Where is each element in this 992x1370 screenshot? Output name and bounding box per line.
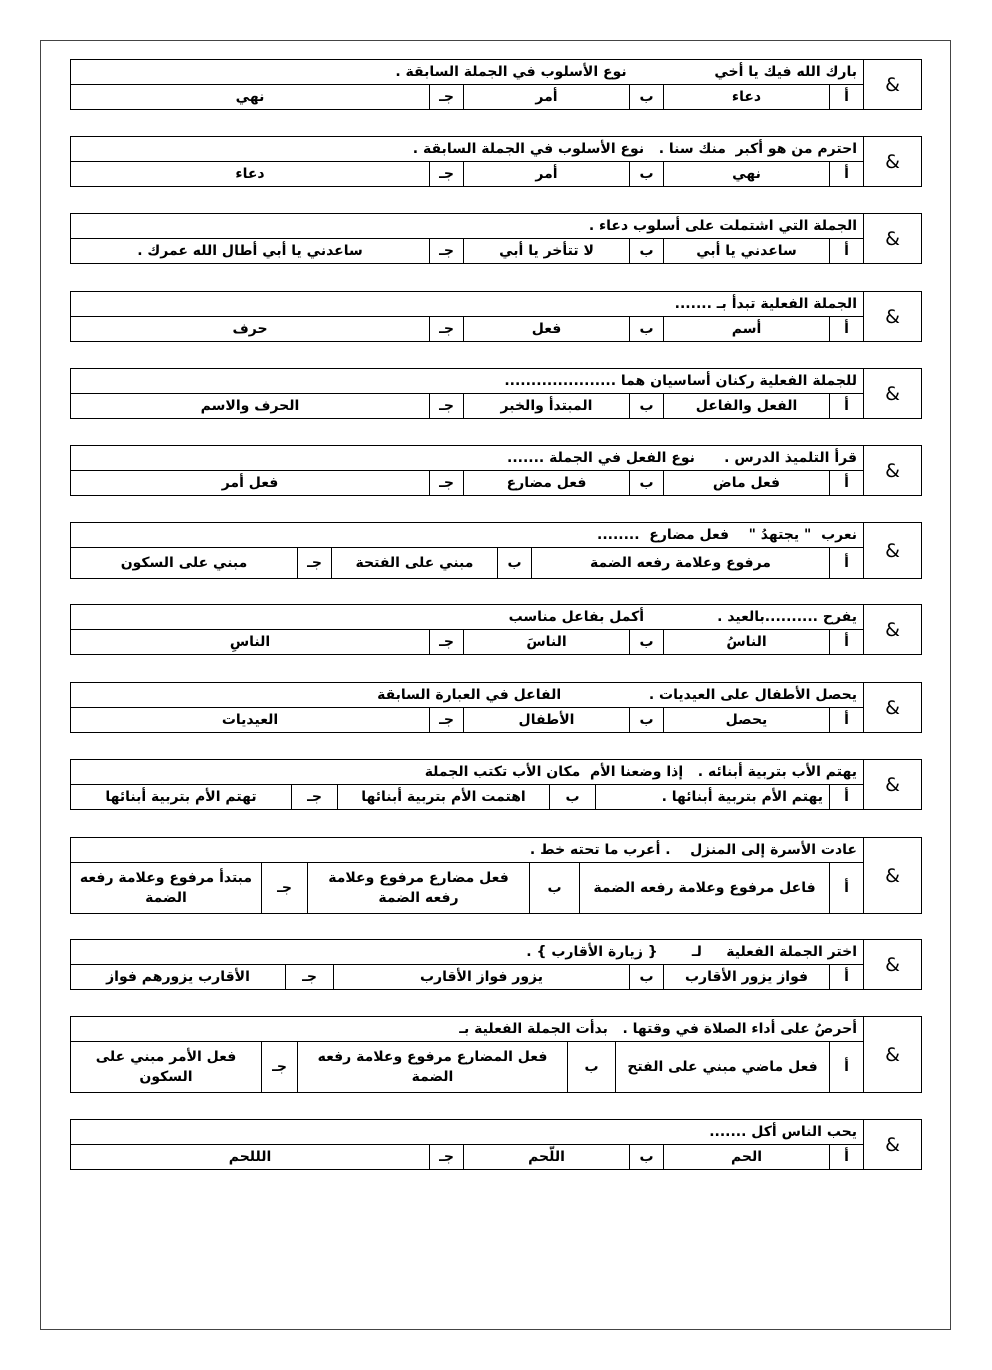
question-text: نعرب " يجتهدُ " فعل مضارع ........ xyxy=(71,523,864,548)
question-block xyxy=(70,59,922,110)
question-block xyxy=(70,445,922,496)
option-letter-b: ب xyxy=(530,863,580,914)
question-mark: & xyxy=(864,760,922,810)
question-text: عادت الأسرة إلى المنزل . أعرب ما تحته خط . xyxy=(71,838,864,863)
question-text: يفرح ..........بالعيد . أكمل بفاعل مناسب xyxy=(71,605,864,630)
option-c[interactable]: العيديات xyxy=(71,708,430,733)
option-letter-c: جـ xyxy=(430,85,464,110)
option-letter-b: ب xyxy=(630,1145,664,1170)
option-letter-b: ب xyxy=(498,548,532,579)
option-letter-a: أ xyxy=(830,1145,864,1170)
question-mark: & xyxy=(864,683,922,733)
question-block xyxy=(70,939,922,990)
option-c[interactable]: فعل أمر xyxy=(71,471,430,496)
option-c[interactable]: حرف xyxy=(71,317,430,342)
option-letter-a: أ xyxy=(830,239,864,264)
option-b[interactable]: مبني على الفتحة xyxy=(332,548,498,579)
question-block xyxy=(70,1016,922,1093)
option-b[interactable]: فعل xyxy=(464,317,630,342)
option-a[interactable]: فواز يزور الأقارب xyxy=(664,965,830,990)
option-b[interactable]: المبتدأ والخبر xyxy=(464,394,630,419)
option-letter-b: ب xyxy=(630,471,664,496)
option-letter-b: ب xyxy=(630,317,664,342)
question-block xyxy=(70,837,922,914)
option-letter-b: ب xyxy=(630,965,664,990)
question-text: احترم من هو أكبر منك سنا . نوع الأسلوب في الجملة السابقة . xyxy=(71,137,864,162)
option-letter-c: جـ xyxy=(298,548,332,579)
option-letter-c: جـ xyxy=(286,965,334,990)
option-letter-a: أ xyxy=(830,863,864,914)
option-letter-b: ب xyxy=(630,630,664,655)
option-letter-b: ب xyxy=(630,708,664,733)
question-mark: & xyxy=(864,446,922,496)
question-mark: & xyxy=(864,60,922,110)
option-letter-b: ب xyxy=(568,1042,616,1093)
option-b[interactable]: فعل مضارع xyxy=(464,471,630,496)
option-a[interactable]: مرفوع وعلامة رفعه الضمة xyxy=(532,548,830,579)
option-a[interactable]: الفعل والفاعل xyxy=(664,394,830,419)
option-c[interactable]: نهي xyxy=(71,85,430,110)
question-mark: & xyxy=(864,523,922,579)
question-text: الجملة الفعلية تبدأ بـ ....... xyxy=(71,292,864,317)
question-text: للجملة الفعلية ركنان أساسيان هما ..................... xyxy=(71,369,864,394)
option-a[interactable]: نهي xyxy=(664,162,830,187)
option-letter-c: جـ xyxy=(292,785,338,810)
question-block xyxy=(70,682,922,733)
question-mark: & xyxy=(864,1017,922,1093)
option-a[interactable]: الحم xyxy=(664,1145,830,1170)
question-text: يحصل الأطفال على العيديات . الفاعل في العبارة السابقة xyxy=(71,683,864,708)
option-c[interactable]: الأقارب يزورهم فواز xyxy=(71,965,286,990)
option-c[interactable]: الحرف والاسم xyxy=(71,394,430,419)
option-a[interactable]: يهتم الأم بتربية أبنائها . xyxy=(596,785,830,810)
option-letter-c: جـ xyxy=(430,239,464,264)
option-letter-b: ب xyxy=(630,85,664,110)
option-letter-a: أ xyxy=(830,1042,864,1093)
option-b[interactable]: اللّحم xyxy=(464,1145,630,1170)
question-text: قرأ التلميذ الدرس . نوع الفعل في الجملة ....... xyxy=(71,446,864,471)
option-letter-a: أ xyxy=(830,548,864,579)
question-block xyxy=(70,213,922,264)
question-mark: & xyxy=(864,214,922,264)
option-a[interactable]: فاعل مرفوع وعلامة رفعه الضمة xyxy=(580,863,830,914)
question-text: أحرصُ على أداء الصلاة في وقتها . بدأت الجملة الفعلية بـ xyxy=(71,1017,864,1042)
option-letter-a: أ xyxy=(830,708,864,733)
option-letter-a: أ xyxy=(830,162,864,187)
option-a[interactable]: أسم xyxy=(664,317,830,342)
option-a[interactable]: الناسُ xyxy=(664,630,830,655)
question-block xyxy=(70,368,922,419)
question-block xyxy=(70,522,922,579)
question-mark: & xyxy=(864,137,922,187)
option-c[interactable]: دعاء xyxy=(71,162,430,187)
option-b[interactable]: الناسَ xyxy=(464,630,630,655)
option-letter-a: أ xyxy=(830,394,864,419)
option-letter-a: أ xyxy=(830,85,864,110)
question-text: بارك الله فيك يا أخي نوع الأسلوب في الجملة السابقة . xyxy=(71,60,864,85)
question-block xyxy=(70,759,922,810)
option-letter-c: جـ xyxy=(430,708,464,733)
option-b[interactable]: أمر xyxy=(464,85,630,110)
option-b[interactable]: فعل مضارع مرفوع وعلامة رفعه الضمة xyxy=(308,863,530,914)
option-letter-c: جـ xyxy=(430,394,464,419)
question-mark: & xyxy=(864,369,922,419)
option-b[interactable]: الأطفال xyxy=(464,708,630,733)
option-b[interactable]: فعل المضارع مرفوع وعلامة رفعه الضمة xyxy=(298,1042,568,1093)
option-letter-b: ب xyxy=(550,785,596,810)
question-block xyxy=(70,1119,922,1170)
option-letter-a: أ xyxy=(830,317,864,342)
option-letter-a: أ xyxy=(830,965,864,990)
option-a[interactable]: دعاء xyxy=(664,85,830,110)
option-letter-c: جـ xyxy=(262,863,308,914)
option-c[interactable]: مبتدأ مرفوع وعلامة رفعه الضمة xyxy=(71,863,262,914)
option-a[interactable]: فعل ماضي مبني على الفتح xyxy=(616,1042,830,1093)
option-letter-a: أ xyxy=(830,630,864,655)
option-letter-c: جـ xyxy=(262,1042,298,1093)
question-block xyxy=(70,604,922,655)
question-block xyxy=(70,136,922,187)
question-text: يهتم الأب بتربية أبنائه . إذا وضعنا الأم مكان الأب تكتب الجملة xyxy=(71,760,864,785)
option-c[interactable]: الناسِ xyxy=(71,630,430,655)
option-b[interactable]: أمر xyxy=(464,162,630,187)
option-b[interactable]: يزور فواز الأقارب xyxy=(334,965,630,990)
question-mark: & xyxy=(864,292,922,342)
option-letter-b: ب xyxy=(630,239,664,264)
question-block xyxy=(70,291,922,342)
question-text: يحب الناس أكل ....... xyxy=(71,1120,864,1145)
option-a[interactable]: ساعدني يا أبي xyxy=(664,239,830,264)
option-letter-c: جـ xyxy=(430,1145,464,1170)
option-letter-b: ب xyxy=(630,394,664,419)
question-mark: & xyxy=(864,940,922,990)
option-letter-b: ب xyxy=(630,162,664,187)
option-a[interactable]: فعل ماض xyxy=(664,471,830,496)
option-c[interactable]: الللحم xyxy=(71,1145,430,1170)
option-letter-a: أ xyxy=(830,471,864,496)
option-c[interactable]: ساعدني يا أبي أطال الله عمرك . xyxy=(71,239,430,264)
question-mark: & xyxy=(864,1120,922,1170)
option-c[interactable]: فعل الأمر مبني على السكون xyxy=(71,1042,262,1093)
question-mark: & xyxy=(864,605,922,655)
option-letter-c: جـ xyxy=(430,630,464,655)
question-text: الجملة التي اشتملت على أسلوب دعاء . xyxy=(71,214,864,239)
question-mark: & xyxy=(864,838,922,914)
option-letter-c: جـ xyxy=(430,317,464,342)
option-letter-c: جـ xyxy=(430,162,464,187)
option-b[interactable]: لا تتأخر يا أبي xyxy=(464,239,630,264)
option-letter-a: أ xyxy=(830,785,864,810)
option-b[interactable]: اهتمت الأم بتربية أبنائها xyxy=(338,785,550,810)
option-c[interactable]: مبني على السكون xyxy=(71,548,298,579)
option-a[interactable]: يحصل xyxy=(664,708,830,733)
option-c[interactable]: تهتم الأم بتربية أبنائها xyxy=(71,785,292,810)
option-letter-c: جـ xyxy=(430,471,464,496)
question-text: اختر الجملة الفعلية لـ { زيارة الأقارب } . xyxy=(71,940,864,965)
